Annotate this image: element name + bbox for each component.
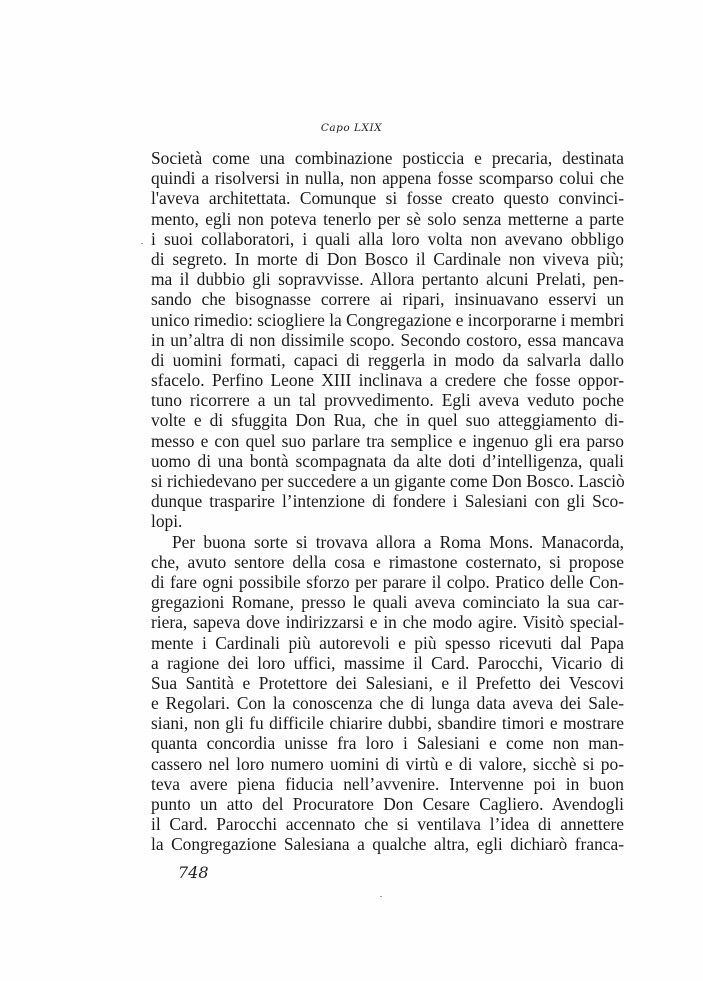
text-line: la Congregazione Salesiana a qualche altra, egli dichiarò franca- — [151, 834, 624, 855]
text-line: riera, sapeva dove indirizzarsi e in che modo agire. Visitò special- — [151, 612, 624, 633]
text-line: sando che bisognasse correre ai ripari, insinuavano esservi un — [151, 289, 624, 310]
text-line: di fare ogni possibile sforzo per parare il colpo. Pratico delle Con- — [151, 571, 624, 592]
text-line: mente i Cardinali più autorevoli e più spesso ricevuti dal Papa — [151, 632, 624, 653]
text-line: Società come una combinazione posticcia e precaria, destinata — [151, 148, 624, 168]
text-line: il Card. Parocchi accennato che si ventilava l’idea di annettere — [151, 814, 624, 835]
body-text — [151, 148, 624, 855]
text-line: di segreto. In morte di Don Bosco il Cardinale non viveva più; — [151, 248, 624, 269]
text-line: messo e con quel suo parlare tra semplice e ingenuo gli era parso — [151, 430, 624, 451]
text-line: sfacelo. Perfino Leone XIII inclinava a credere che fosse oppor- — [151, 370, 624, 391]
text-line: in un’altra di non dissimile scopo. Secondo costoro, essa mancava — [151, 329, 624, 350]
text-line: ma il dubbio gli sopravvisse. Allora pertanto alcuni Prelati, pen- — [151, 269, 624, 290]
text-line: unico rimedio: sciogliere la Congregazione e incorporarne i membri — [151, 309, 625, 330]
paragraph-end-line: lopi. — [151, 511, 183, 532]
text-line: che, avuto sentore della cosa e rimastone costernato, si propose — [151, 551, 624, 572]
scan-speck — [380, 896, 382, 897]
paragraph-start-line: Per buona sorte si trovava allora a Roma Mons. Manacorda, — [172, 531, 624, 552]
text-line: e Regolari. Con la conoscenza che di lunga data aveva dei Sale- — [151, 693, 624, 714]
text-line: i suoi collaboratori, i quali alla loro volta non avevano obbligo — [151, 228, 624, 249]
text-line: quindi a risolversi in nulla, non appena fosse scomparso colui che — [151, 168, 624, 189]
text-line: Sua Santità e Protettore dei Salesiani, e il Prefetto dei Vescovi — [151, 672, 624, 693]
text-line: mento, egli non poteva tenerlo per sè solo senza metterne a parte — [151, 208, 624, 229]
text-line: teva avere piena fiducia nell’avvenire. Intervenne poi in buon — [151, 773, 624, 794]
text-line: di uomini formati, capaci di reggerla in modo da salvarla dallo — [151, 349, 624, 370]
page-number: 748 — [178, 863, 209, 882]
text-line: tuno ricorrere a un tal provvedimento. Egli aveva veduto poche — [151, 390, 624, 411]
text-line: a ragione dei loro uffici, massime il Card. Parocchi, Vicario di — [151, 652, 624, 673]
text-line: punto un atto del Procuratore Don Cesare Cagliero. Avendogli — [151, 794, 624, 814]
text-line: dunque trasparire l’intenzione di fondere i Salesiani con gli Sco- — [151, 491, 624, 512]
text-line: quanta concordia unisse fra loro i Salesiani e come non man- — [151, 733, 624, 754]
text-line: gregazioni Romane, presso le quali aveva cominciato la sua car- — [151, 592, 624, 613]
text-line: uomo di una bontà scompagnata da alte doti d’intelligenza, quali — [151, 450, 624, 471]
scan-speck — [141, 243, 143, 244]
text-line: volte e di sfuggita Don Rua, che in quel suo atteggiamento di- — [151, 410, 624, 431]
text-line: siani, non gli fu difficile chiarire dubbi, sbandire timori e mostrare — [151, 713, 624, 734]
text-line: cassero nel loro numero uomini di virtù e di valore, sicchè si po- — [151, 753, 624, 774]
text-line: l'aveva architettata. Comunque si fosse creato questo convinci- — [151, 188, 624, 209]
running-head: Capo LXIX — [320, 122, 383, 134]
text-line: si richiedevano per succedere a un gigante come Don Bosco. Lasciò — [151, 471, 625, 491]
